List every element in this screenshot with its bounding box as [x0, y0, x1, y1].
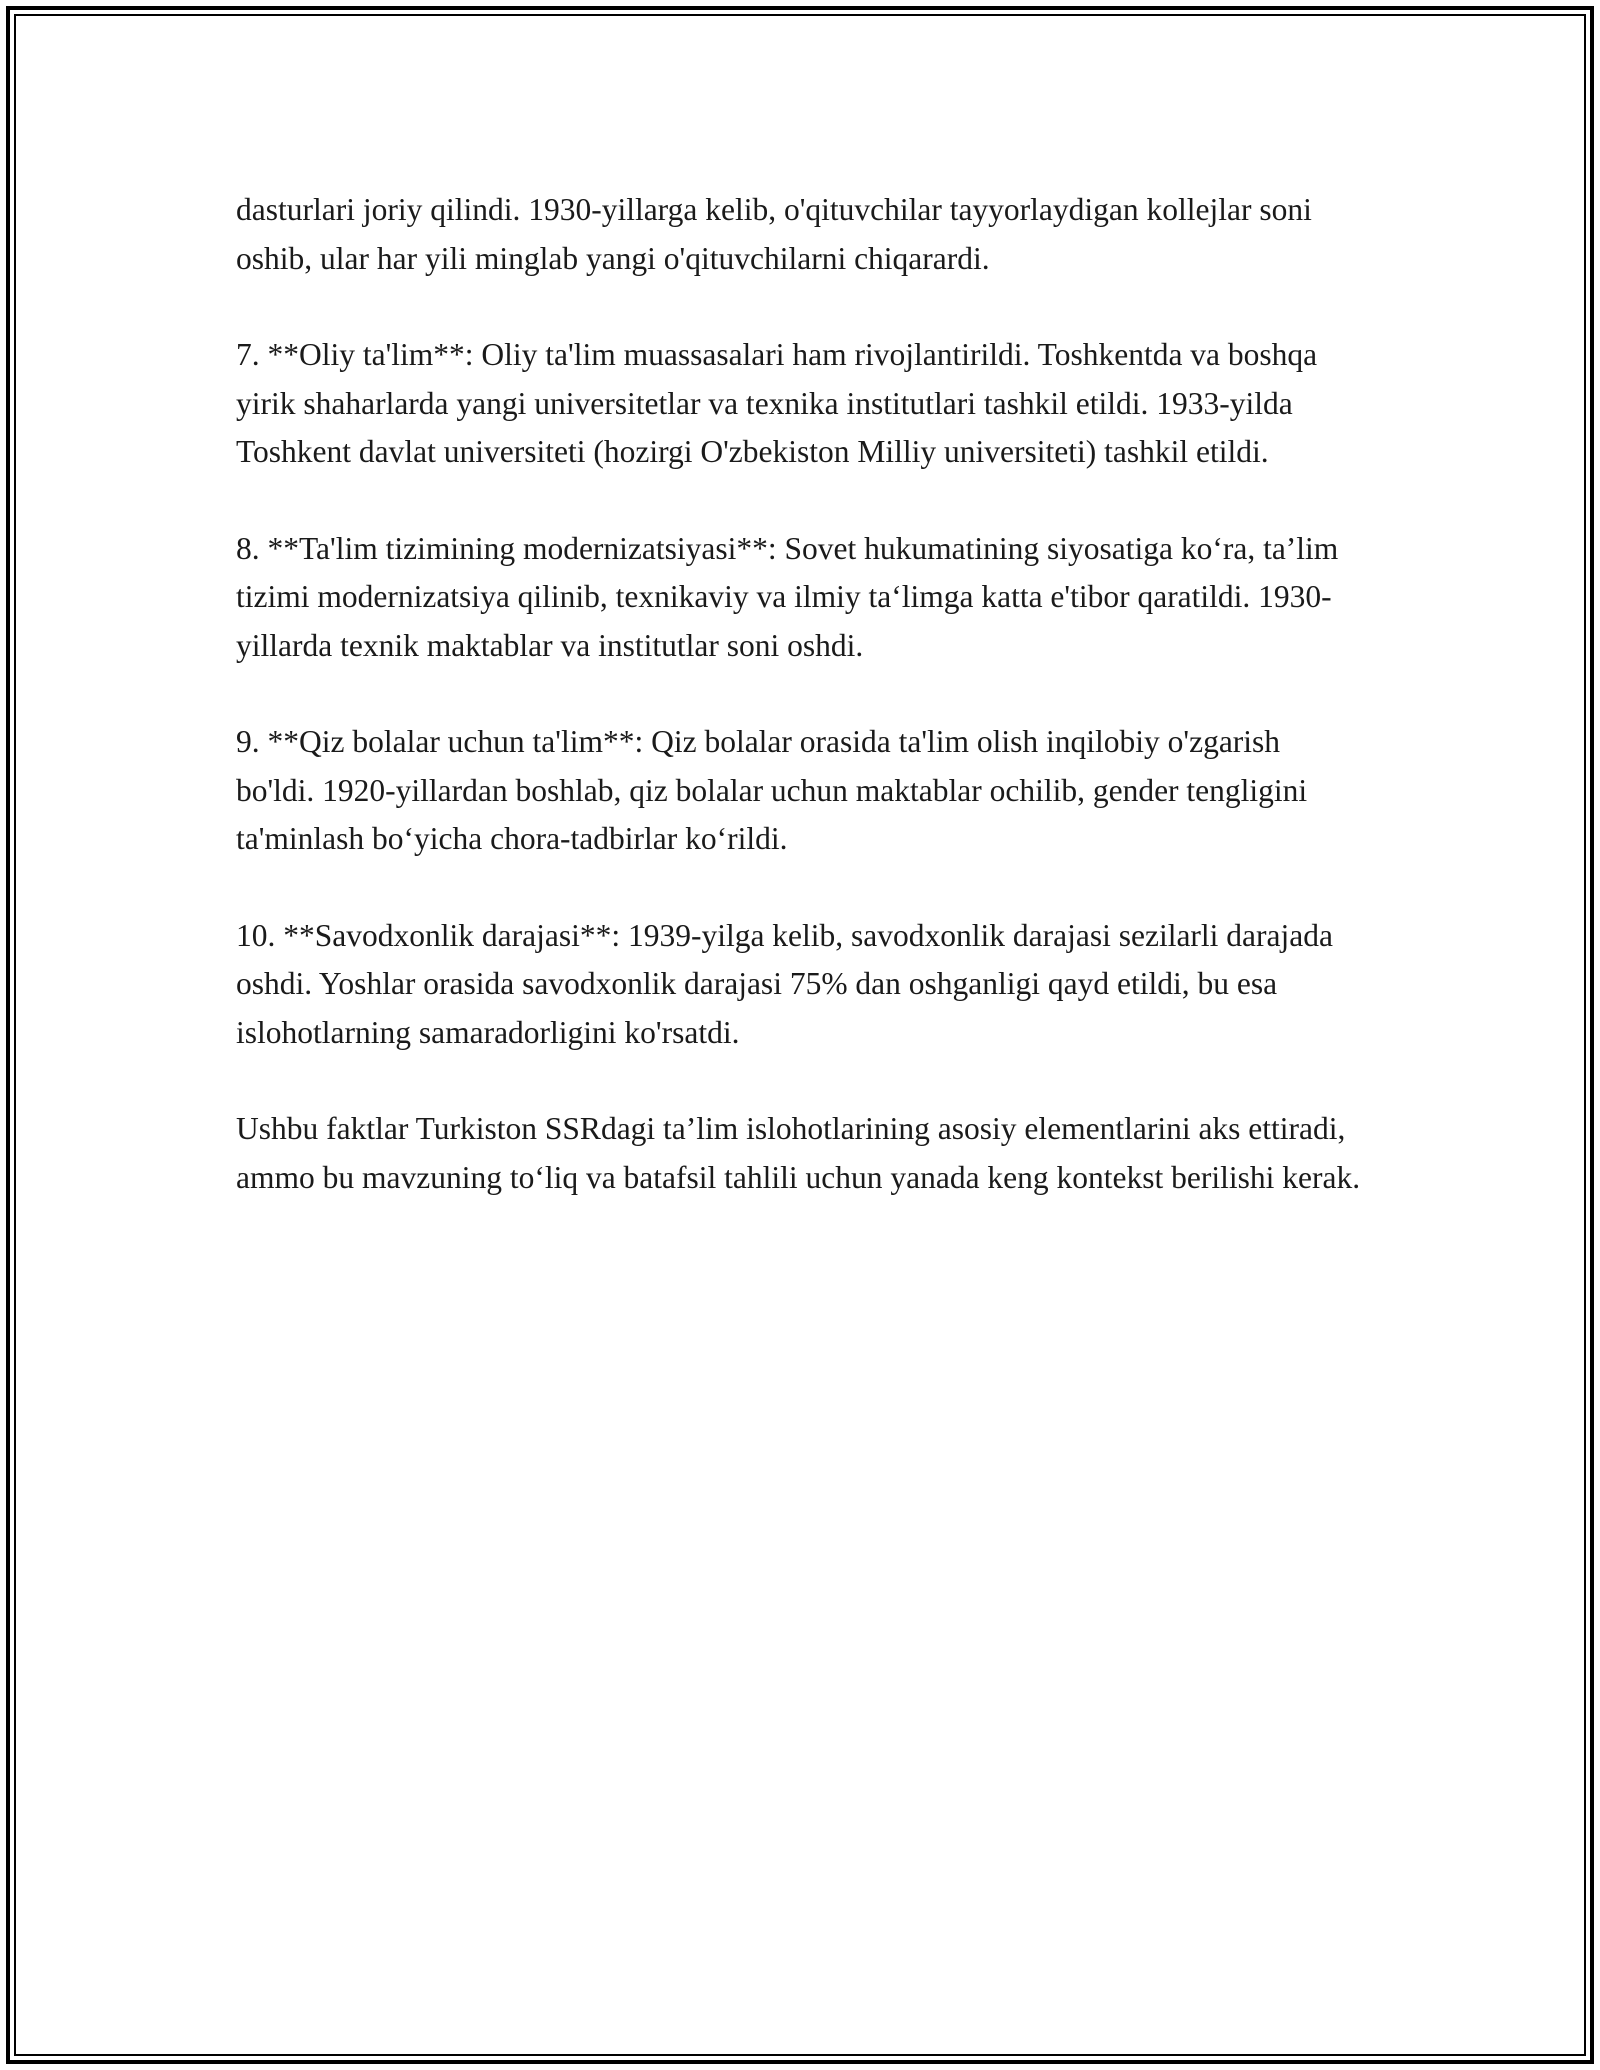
paragraph-continuation: dasturlari joriy qilindi. 1930-yillarga kelib, o'qituvchilar tayyorlaydigan kollejlar soni oshib, ular har yili minglab yangi o'qituvchilarni chiqarardi. — [236, 192, 1312, 276]
paragraph-literacy: 10. **Savodxonlik darajasi**: 1939-yilga kelib, savodxonlik darajasi sezilarli darajada oshdi. Yoshlar orasida savodxonlik darajasi 75% dan oshganligi qayd etildi, bu esa islohotlarning samaradorligini ko'rsatdi. — [236, 917, 1333, 1050]
paragraph-conclusion: Ushbu faktlar Turkiston SSRdagi ta’lim islohotlarining asosiy elementlarini aks ettiradi, ammo bu mavzuning to‘liq va batafsil tahlili uchun yanada keng kontekst berilishi kerak. — [236, 1111, 1361, 1195]
paragraph-modernization: 8. **Ta'lim tizimining modernizatsiyasi**: Sovet hukumatining siyosatiga ko‘ra, ta’lim tizimi modernizatsiya qilinib, texnikaviy va ilmiy ta‘limga katta e'tibor qaratildi. 1930-yillarda texnik maktablar va institutlar soni oshdi. — [236, 530, 1339, 663]
document-body — [236, 186, 1366, 1202]
paragraph-higher-education: 7. **Oliy ta'lim**: Oliy ta'lim muassasalari ham rivojlantirildi. Toshkentda va boshqa yirik shaharlarda yangi universitetlar va texnika institutlari tashkil etildi. 1933-yilda Toshkent davlat universiteti (hozirgi O'zbekiston Milliy universiteti) tashkil etildi. — [236, 337, 1318, 469]
paragraph-girls-education: 9. **Qiz bolalar uchun ta'lim**: Qiz bolalar orasida ta'lim olish inqilobiy o'zgarish bo'ldi. 1920-yillardan boshlab, qiz bolalar uchun maktablar ochilib, gender tengligini ta'minlash bo‘yicha chora-tadbirlar ko‘rildi. — [236, 724, 1308, 856]
